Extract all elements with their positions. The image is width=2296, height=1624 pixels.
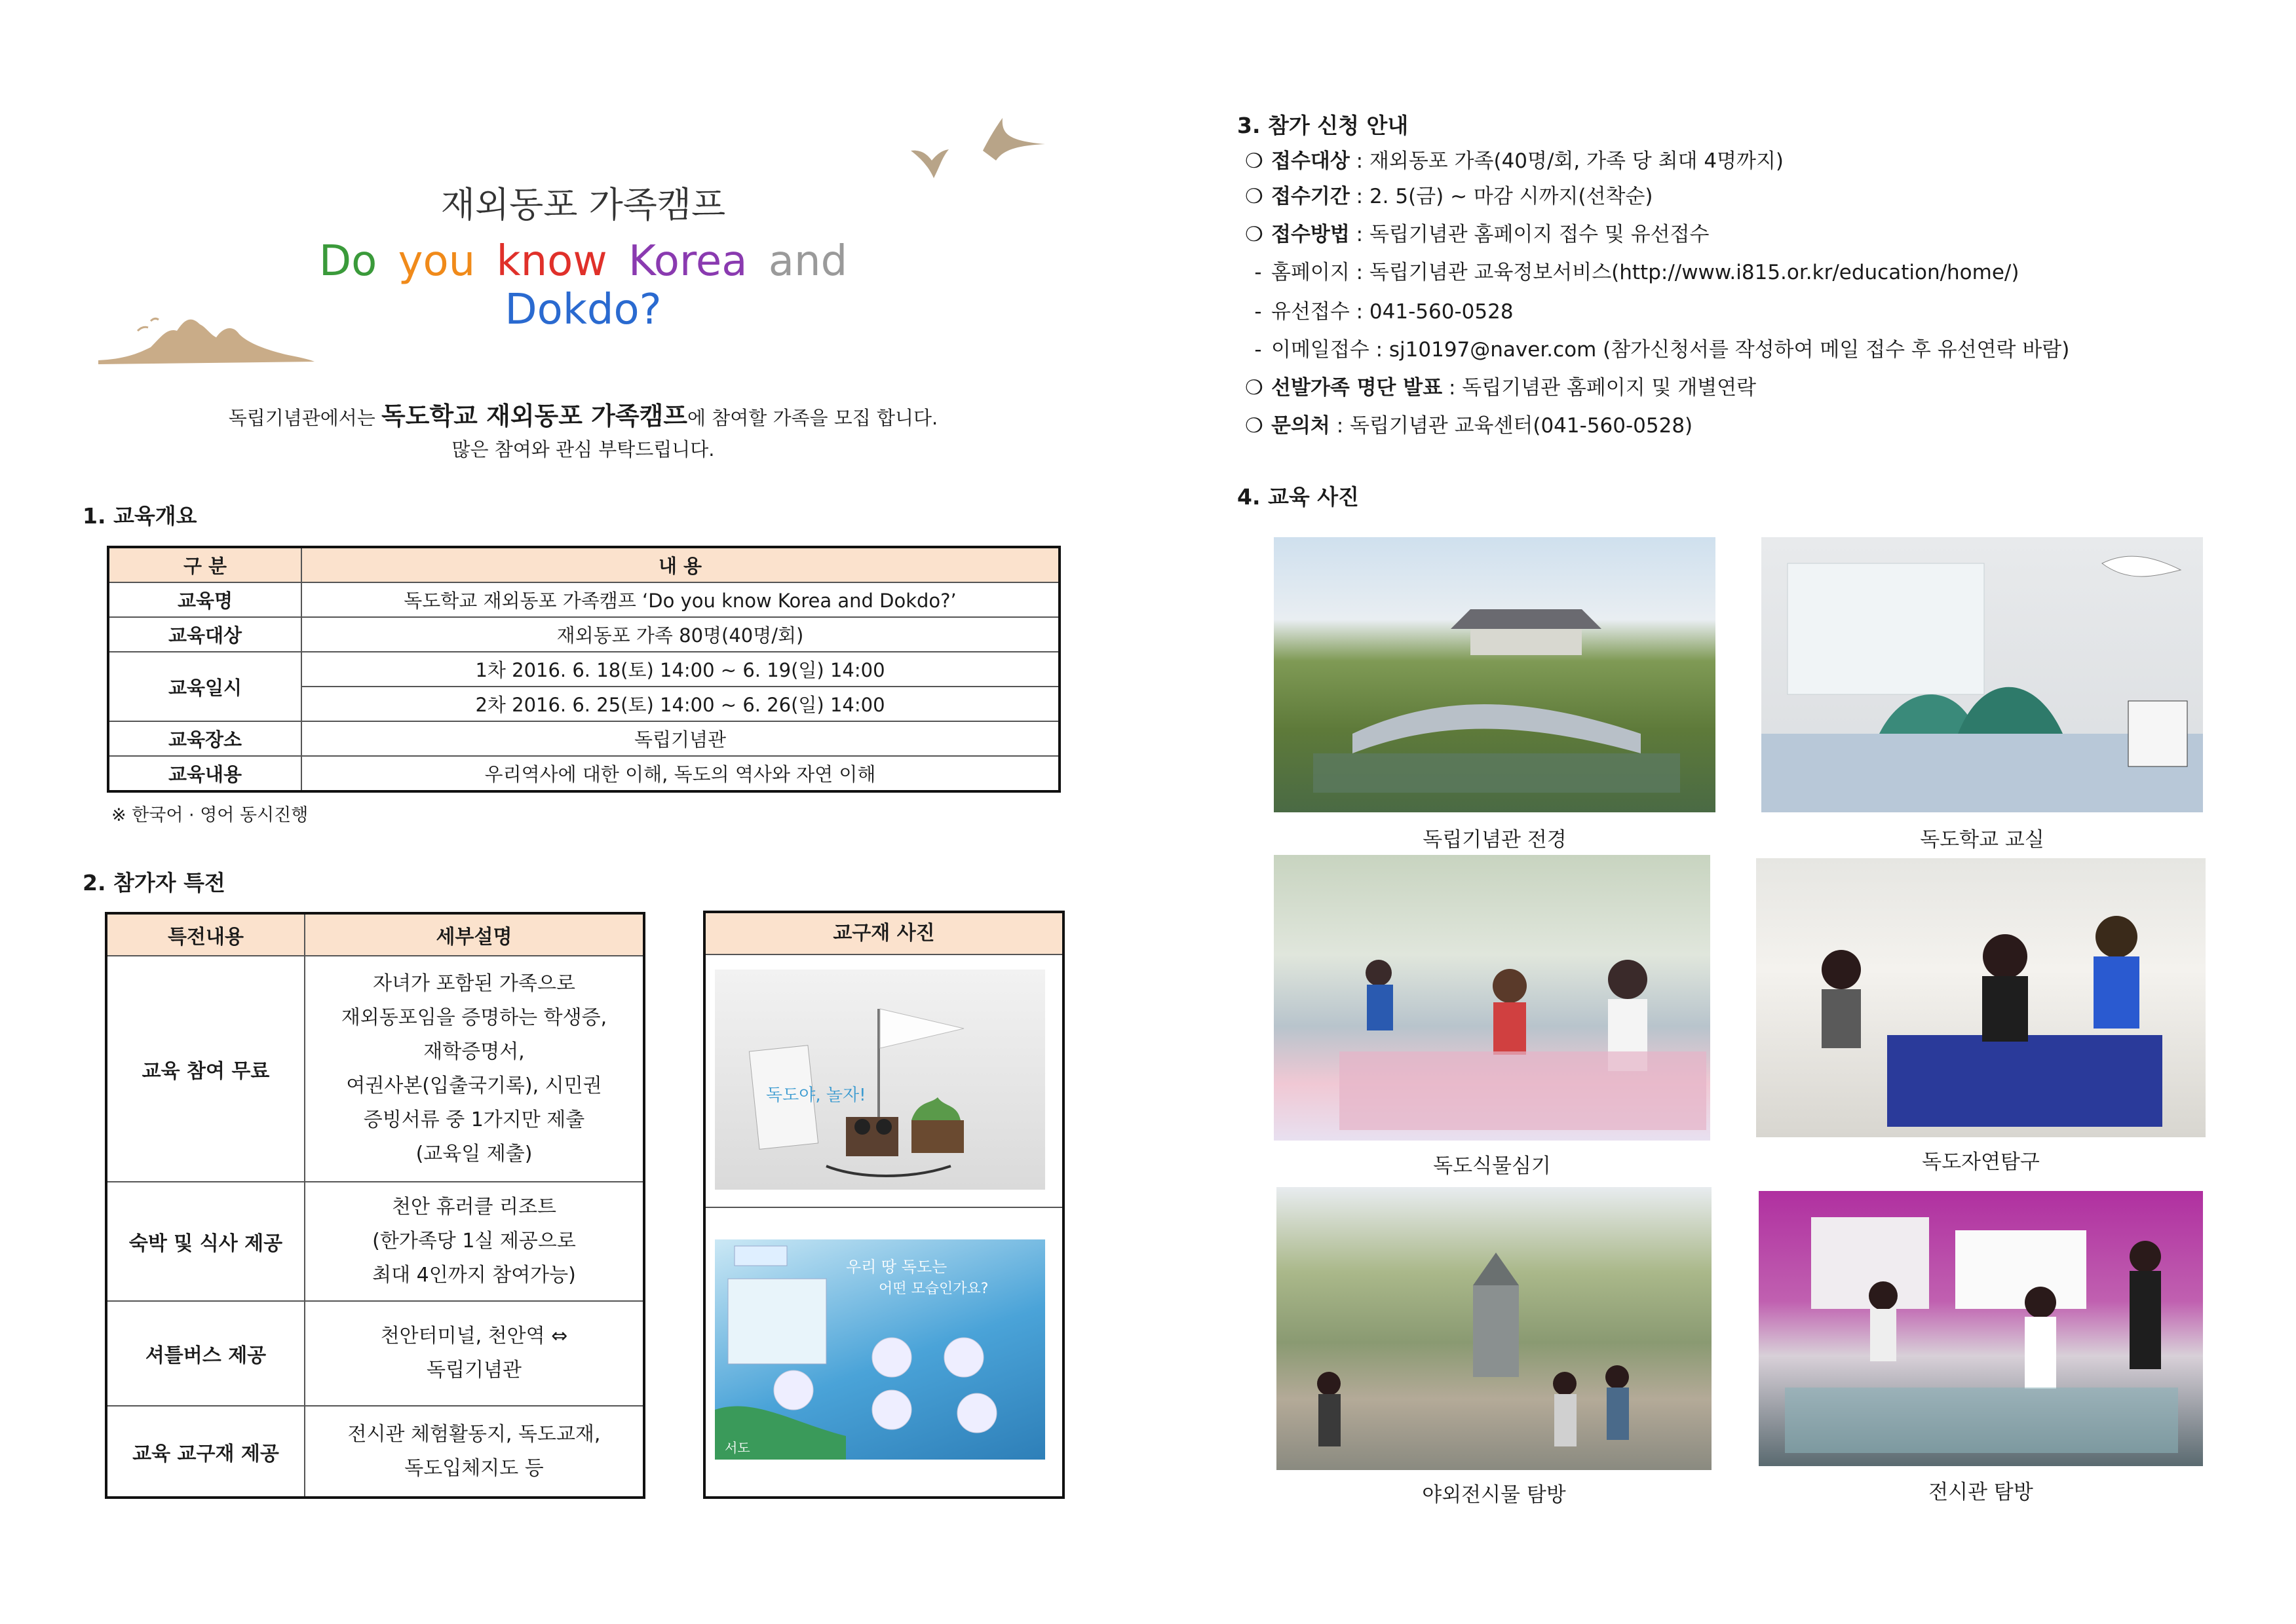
title-word: Do (318, 237, 377, 286)
row-value: 독도학교 재외동포 가족캠프 ‘Do you know Korea and Dokdo?’ (301, 582, 1060, 617)
item-text: : 독립기념관 홈페이지 접수 및 유선접수 (1349, 223, 1710, 246)
photo-museum-view (1274, 537, 1715, 812)
intro-prefix: 독립기념관에서는 (228, 407, 382, 429)
table-row (106, 956, 644, 1182)
row-label: 교육명 (108, 582, 301, 617)
column-header: 내 용 (301, 547, 1060, 582)
photo-planting (1274, 855, 1710, 1141)
intro-suffix: 에 참여할 가족을 모집 합니다. (687, 407, 938, 429)
bullet: - (1254, 261, 1262, 284)
photo-classroom (1761, 537, 2203, 812)
desc-line: 재학증명서, (423, 1040, 525, 1063)
item-text: : 독립기념관 홈페이지 및 개별연락 (1442, 376, 1757, 400)
map-text: 어떤 모습인가요? (879, 1281, 989, 1297)
row-label: 교육일시 (108, 652, 301, 721)
row-value: 독립기념관 (301, 721, 1060, 756)
table-row (108, 617, 1060, 652)
desc-line: 천안터미널, 천안역 ⇔ (380, 1325, 568, 1348)
table-row (106, 1182, 644, 1301)
row-value: 우리역사에 대한 이해, 독도의 역사와 자연 이해 (301, 756, 1060, 791)
row-value (305, 956, 644, 1182)
bullet: ❍ (1245, 149, 1263, 173)
row-label: 교육 참여 무료 (106, 956, 305, 1182)
item-text: : 2. 5(금) ~ 마감 시까지(선착순) (1349, 185, 1653, 208)
item-text: 홈페이지 : 독립기념관 교육정보서비스(http://www.i815.or.kr/education/home/) (1271, 261, 2019, 284)
item-label: 문의처 (1271, 414, 1330, 438)
desc-line: 독도입체지도 등 (404, 1456, 544, 1480)
item-text: 유선접수 : 041-560-0528 (1271, 300, 1514, 324)
photo-exhibition-hall (1759, 1191, 2203, 1466)
map-text: 우리 땅 독도는 (846, 1258, 947, 1276)
desc-line: 자녀가 포함된 가족으로 (373, 972, 575, 995)
row-label: 교육 교구재 제공 (106, 1406, 305, 1498)
bullet: ❍ (1245, 223, 1263, 246)
row-value (305, 1182, 644, 1301)
photo-caption: 야외전시물 탐방 (1422, 1483, 1566, 1507)
title-word: Dokdo? (505, 286, 662, 334)
materials-illustration-2 (715, 1239, 1045, 1460)
materials-illustration-1 (715, 970, 1045, 1190)
table-row (108, 721, 1060, 756)
photo-caption: 독립기념관 전경 (1423, 828, 1567, 852)
book-title: 독도야, 놀자! (766, 1086, 866, 1105)
title-word: Korea (628, 237, 748, 286)
column-header: 세부설명 (305, 913, 644, 956)
birds-illustration (904, 105, 1055, 197)
desc-line: 최대 4인까지 참여가능) (372, 1264, 576, 1287)
english-title (242, 237, 924, 334)
photo-divider (706, 1207, 1062, 1208)
item-label: 접수방법 (1271, 223, 1350, 246)
desc-line: (한가족당 1실 제공으로 (372, 1230, 576, 1253)
desc-line: 증빙서류 중 1가지만 제출 (363, 1108, 585, 1131)
bullet: ❍ (1245, 414, 1263, 438)
classroom-illustration (1761, 537, 2203, 812)
application-item (1245, 409, 1693, 438)
column-header: 구 분 (108, 547, 301, 582)
row-value (305, 1301, 644, 1406)
teaching-materials-photo-box (703, 911, 1065, 1499)
exploration-illustration (1756, 858, 2206, 1137)
row-label: 교육대상 (108, 617, 301, 652)
intro-text (98, 396, 1068, 432)
item-label: 선발가족 명단 발표 (1271, 376, 1443, 400)
photo-caption: 독도학교 교실 (1920, 828, 2044, 852)
desc-line: 여권사본(입출국기록), 시민권 (346, 1074, 602, 1097)
exhibition-illustration (1759, 1191, 2203, 1466)
row-value: 재외동포 가족 80명(40명/회) (301, 617, 1060, 652)
application-item (1245, 371, 1756, 400)
desc-line: (교육일 제출) (415, 1142, 533, 1165)
column-header: 특전내용 (106, 913, 305, 956)
section-heading-photos: 4. 교육 사진 (1237, 484, 1359, 510)
table-row (108, 756, 1060, 791)
desc-line: 전시관 체험활동지, 독도교재, (347, 1422, 601, 1446)
item-text: 이메일접수 : sj10197@naver.com (참가신청서를 작성하여 메일 접수 후 유선연락 바람) (1271, 338, 2070, 362)
photo-caption: 독도식물심기 (1433, 1154, 1551, 1178)
section-heading-overview: 1. 교육개요 (83, 503, 197, 529)
row-label: 교육내용 (108, 756, 301, 791)
table-row (106, 1301, 644, 1406)
bullet: - (1254, 338, 1262, 362)
photo-caption: 독도자연탐구 (1922, 1150, 2040, 1174)
table-row (108, 652, 1060, 687)
row-label: 셔틀버스 제공 (106, 1301, 305, 1406)
planting-illustration (1274, 855, 1710, 1141)
materials-photo-1 (715, 970, 1045, 1190)
intro-text-line2: 많은 참여와 관심 부탁드립니다. (451, 438, 715, 461)
section-heading-benefits: 2. 참가자 특전 (83, 870, 225, 896)
row-value: 1차 2016. 6. 18(토) 14:00 ~ 6. 19(일) 14:00 (301, 652, 1060, 687)
application-item (1245, 217, 1710, 247)
application-item (1245, 255, 2019, 285)
application-item (1245, 179, 1653, 209)
overview-table (107, 546, 1061, 793)
bullet: ❍ (1245, 185, 1263, 208)
bullet: ❍ (1245, 376, 1263, 400)
table-row (108, 582, 1060, 617)
desc-line: 재외동포임을 증명하는 학생증, (341, 1006, 607, 1029)
bullet: - (1254, 300, 1262, 324)
photo-nature-exploration (1756, 858, 2206, 1137)
benefits-table (105, 912, 645, 1499)
application-item (1245, 295, 1514, 324)
title-word: know (496, 237, 607, 286)
photo-outdoor-exhibit (1276, 1187, 1712, 1470)
application-item (1245, 333, 2069, 362)
row-value (305, 1406, 644, 1498)
row-label: 교육장소 (108, 721, 301, 756)
application-item (1245, 144, 1784, 174)
map-text: 서도 (725, 1440, 750, 1456)
title-word: and (768, 237, 848, 286)
outdoor-illustration (1276, 1187, 1712, 1470)
intro-bold: 독도학교 재외동포 가족캠프 (381, 402, 688, 430)
photo-caption: 전시관 탐방 (1928, 1481, 2033, 1504)
museum-illustration (1274, 537, 1715, 812)
page-title: 재외동포 가족캠프 (440, 184, 726, 225)
desc-line: 천안 휴러클 리조트 (392, 1196, 556, 1218)
item-label: 접수기간 (1271, 185, 1350, 208)
photo-box-header: 교구재 사진 (706, 913, 1062, 955)
desc-line: 독립기념관 (427, 1359, 522, 1382)
item-text: : 재외동포 가족(40명/회, 가족 당 최대 4명까지) (1349, 149, 1784, 173)
item-label: 접수대상 (1271, 149, 1350, 173)
row-label: 숙박 및 식사 제공 (106, 1182, 305, 1301)
materials-photo-2 (715, 1239, 1045, 1460)
row-value: 2차 2016. 6. 25(토) 14:00 ~ 6. 26(일) 14:00 (301, 687, 1060, 721)
section-heading-application: 3. 참가 신청 안내 (1237, 113, 1409, 138)
item-text: : 독립기념관 교육센터(041-560-0528) (1330, 414, 1693, 438)
title-word: you (398, 237, 476, 286)
language-note: ※ 한국어 · 영어 동시진행 (111, 805, 309, 825)
table-row (106, 1406, 644, 1498)
